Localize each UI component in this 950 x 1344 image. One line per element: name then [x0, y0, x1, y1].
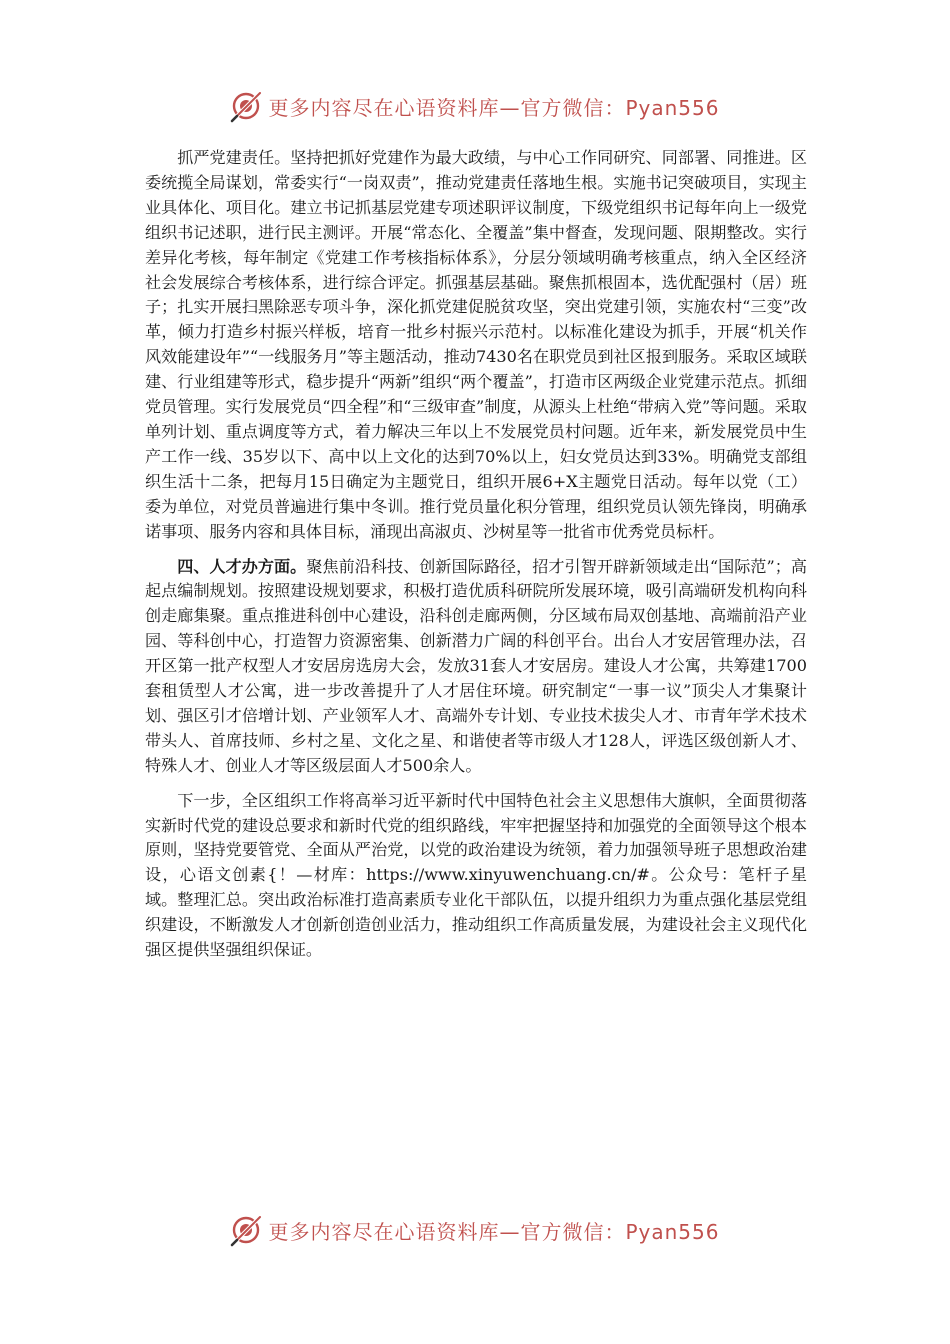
paragraph-lead: 四、人才办方面。 — [177, 556, 307, 576]
header-banner — [0, 86, 950, 126]
pen-logo-icon — [230, 89, 264, 123]
banner-text: 更多内容尽在心语资料库—官方微信：Pyan556 — [268, 95, 720, 120]
pen-logo-icon — [230, 1213, 264, 1247]
footer-banner — [0, 1210, 950, 1250]
paragraph-next-steps — [145, 789, 807, 963]
paragraph-party-building — [145, 146, 807, 545]
document-body — [145, 146, 807, 963]
paragraph-text: 下一步，全区组织工作将高举习近平新时代中国特色社会主义思想伟大旗帜，全面贯彻落实新时代党的建设总要求和新时代党的组织路线，牢牢把握坚持和加强党的全面领导这个根本原则，坚持党要管党、全面从严治党，以党的政治建设为统领，着力加强领导班子思想政治建设，心语文创素{！—材库：https://www.xinyuwenchuang.cn/#。公众号：笔杆子星域。整理汇总。突出政治标准打造高素质专业化干部队伍，以提升组织力为重点强化基层党组织建设，不断激发人才创新创造创业活力，推动组织工作高质量发展，为建设社会主义现代化强区提供坚强组织保证。 — [145, 790, 807, 960]
banner-text: 更多内容尽在心语资料库—官方微信：Pyan556 — [268, 1219, 720, 1244]
paragraph-talent-office — [145, 555, 807, 779]
paragraph-text: 抓严党建责任。坚持把抓好党建作为最大政绩，与中心工作同研究、同部署、同推进。区委统揽全局谋划，常委实行“一岗双责”，推动党建责任落地生根。实施书记突破项目，实现主业具体化、项目化。建立书记抓基层党建专项述职评议制度，下级党组织书记每年向上一级党组织书记述职，进行民主测评。开展“常态化、全覆盖”集中督查，发现问题、限期整改。实行差异化考核，每年制定《党建工作考核指标体系》，分层分领域明确考核重点，纳入全区经济社会发展综合考核体系，进行综合评定。抓强基层基础。聚焦抓根固本，选优配强村（居）班子；扎实开展扫黑除恶专项斗争，深化抓党建促脱贫攻坚，突出党建引领，实施农村“三变”改革，倾力打造乡村振兴样板，培育一批乡村振兴示范村。以标准化建设为抓手，开展“机关作风效能建设年”“一线服务月”等主题活动，推动7430名在职党员到社区报到服务。采取区域联建、行业组建等形式，稳步提升“两新”组织“两个覆盖”，打造市区两级企业党建示范点。抓细党员管理。实行发展党员“四全程”和“三级审查”制度，从源头上杜绝“带病入党”等问题。采取单列计划、重点调度等方式，着力解决三年以上不发展党员村问题。近年来，新发展党员中生产工作一线、35岁以下、高中以上文化的达到70%以上，妇女党员达到33%。明确党支部组织生活十二条，把每月15日确定为主题党日，组织开展6+X主题党日活动。每年以党（工）委为单位，对党员普遍进行集中冬训。推行党员量化积分管理，组织党员认领先锋岗，明确承诺事项、服务内容和具体目标，涌现出高淑贞、沙树星等一批省市优秀党员标杆。 — [145, 148, 807, 541]
paragraph-text: 聚焦前沿科技、创新国际路径，招才引智开辟新领域走出“国际范”；高起点编制规划。按照建设规划要求，积极打造优质科研院所发展环境，吸引高端研发机构向科创走廊集聚。重点推进科创中心建设，沿科创走廊两侧，分区域布局双创基地、高端前沿产业园、等科创中心，打造智力资源密集、创新潜力广阔的科创平台。出台人才安居管理办法，召开区第一批产权型人才安居房选房大会，发放31套人才安居房。建设人才公寓，共筹建1700套租赁型人才公寓，进一步改善提升了人才居住环境。研究制定“一事一议”顶尖人才集聚计划、强区引才倍增计划、产业领军人才、高端外专计划、专业技术拔尖人才、市青年学术技术带头人、首席技师、乡村之星、文化之星、和谐使者等市级人才128人，评选区级创新人才、特殊人才、创业人才等区级层面人才500余人。 — [145, 556, 807, 775]
